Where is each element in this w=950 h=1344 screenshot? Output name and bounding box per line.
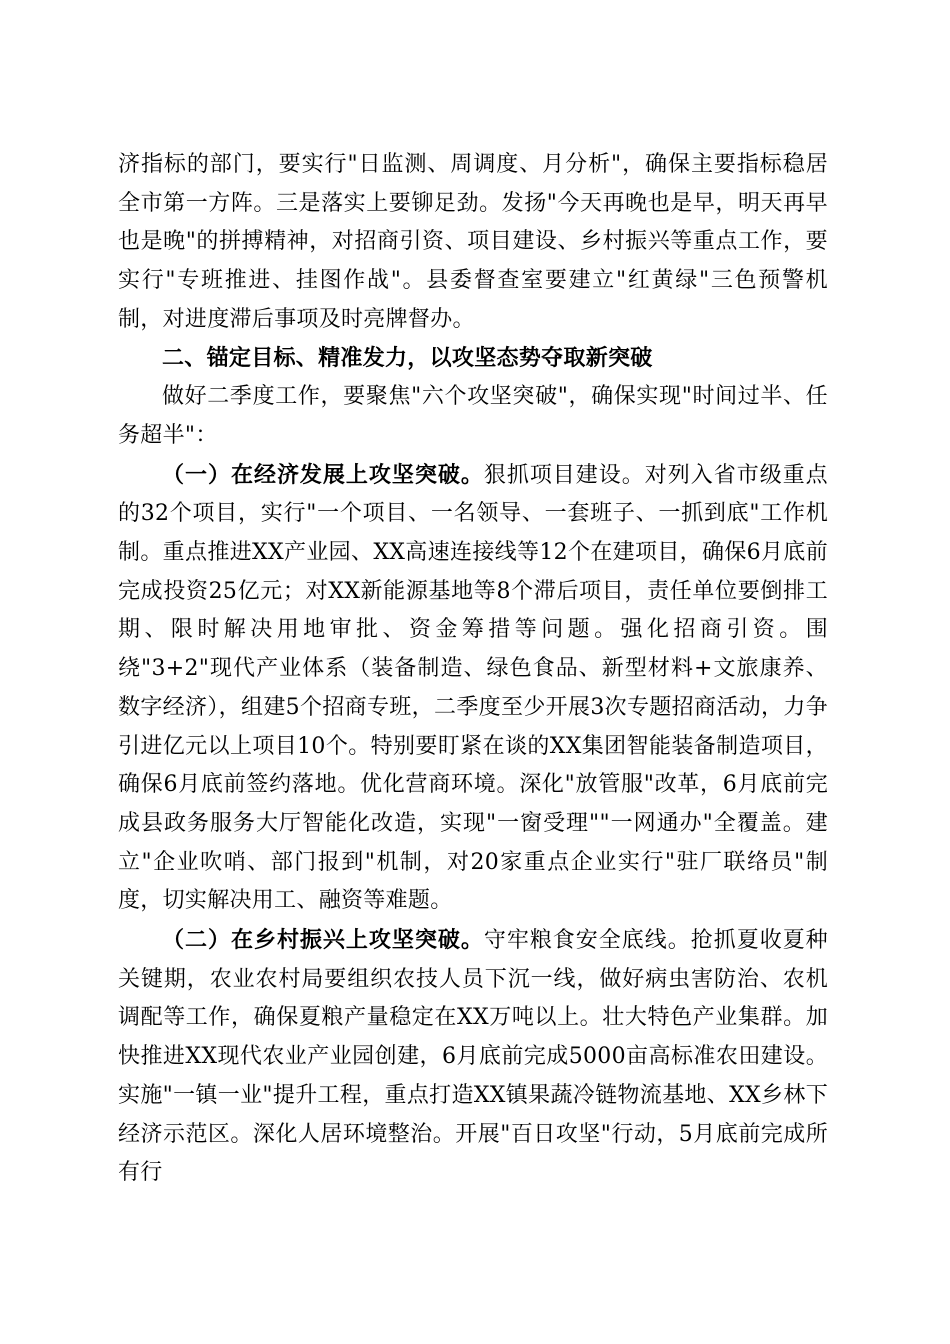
paragraph-rural	[118, 921, 828, 1193]
section-heading-2: 二、锚定目标、精准发力，以攻坚态势夺取新突破	[162, 345, 653, 371]
document-page	[118, 146, 828, 1193]
paragraph-intro: 做好二季度工作，要聚焦"六个攻坚突破"，确保实现"时间过半、任务超半"：	[118, 384, 828, 448]
paragraph-continuation: 济指标的部门，要实行"日监测、周调度、月分析"，确保主要指标稳居全市第一方阵。三是落实上要铆足劲。发扬"今天再晚也是早，明天再早也是晚"的拼搏精神，对招商引资、项目建设、乡村振兴等重点工作，要实行"专班推进、挂图作战"。县委督查室要建立"红黄绿"三色预警机制，对进度滞后事项及时亮牌督办。	[118, 152, 828, 332]
paragraph-economic	[118, 456, 828, 921]
paragraph-economic-body: 狠抓项目建设。对列入省市级重点的32个项目，实行"一个项目、一名领导、一套班子、一抓到底"工作机制。重点推进XX产业园、XX高速连接线等12个在建项目，确保6月底前完成投资25亿元；对XX新能源基地等8个滞后项目，责任单位要倒排工期、限时解决用地审批、资金筹措等问题。强化招商引资。围绕"3+2"现代产业体系（装备制造、绿色食品、新型材料+文旅康养、数字经济），组建5个招商专班，二季度至少开展3次专题招商活动，力争引进亿元以上项目10个。特别要盯紧在谈的XX集团智能装备制造项目，确保6月底前签约落地。优化营商环境。深化"放管服"改革，6月底前完成县政务服务大厅智能化改造，实现"一窗受理""一网通办"全覆盖。建立"企业吹哨、部门报到"机制，对20家重点企业实行"驻厂联络员"制度，切实解决用工、融资等难题。	[118, 462, 828, 914]
paragraph-rural-body: 守牢粮食安全底线。抢抓夏收夏种关键期，农业农村局要组织农技人员下沉一线，做好病虫害防治、农机调配等工作，确保夏粮产量稳定在XX万吨以上。壮大特色产业集群。加快推进XX现代农业产业园创建，6月底前完成5000亩高标准农田建设。实施"一镇一业"提升工程，重点打造XX镇果蔬冷链物流基地、XX乡林下经济示范区。深化人居环境整治。开展"百日攻坚"行动，5月底前完成所有行	[118, 928, 828, 1186]
subheading-rural: （二）在乡村振兴上攻坚突破。	[162, 927, 484, 954]
subheading-economic: （一）在经济发展上攻坚突破。	[162, 461, 484, 488]
